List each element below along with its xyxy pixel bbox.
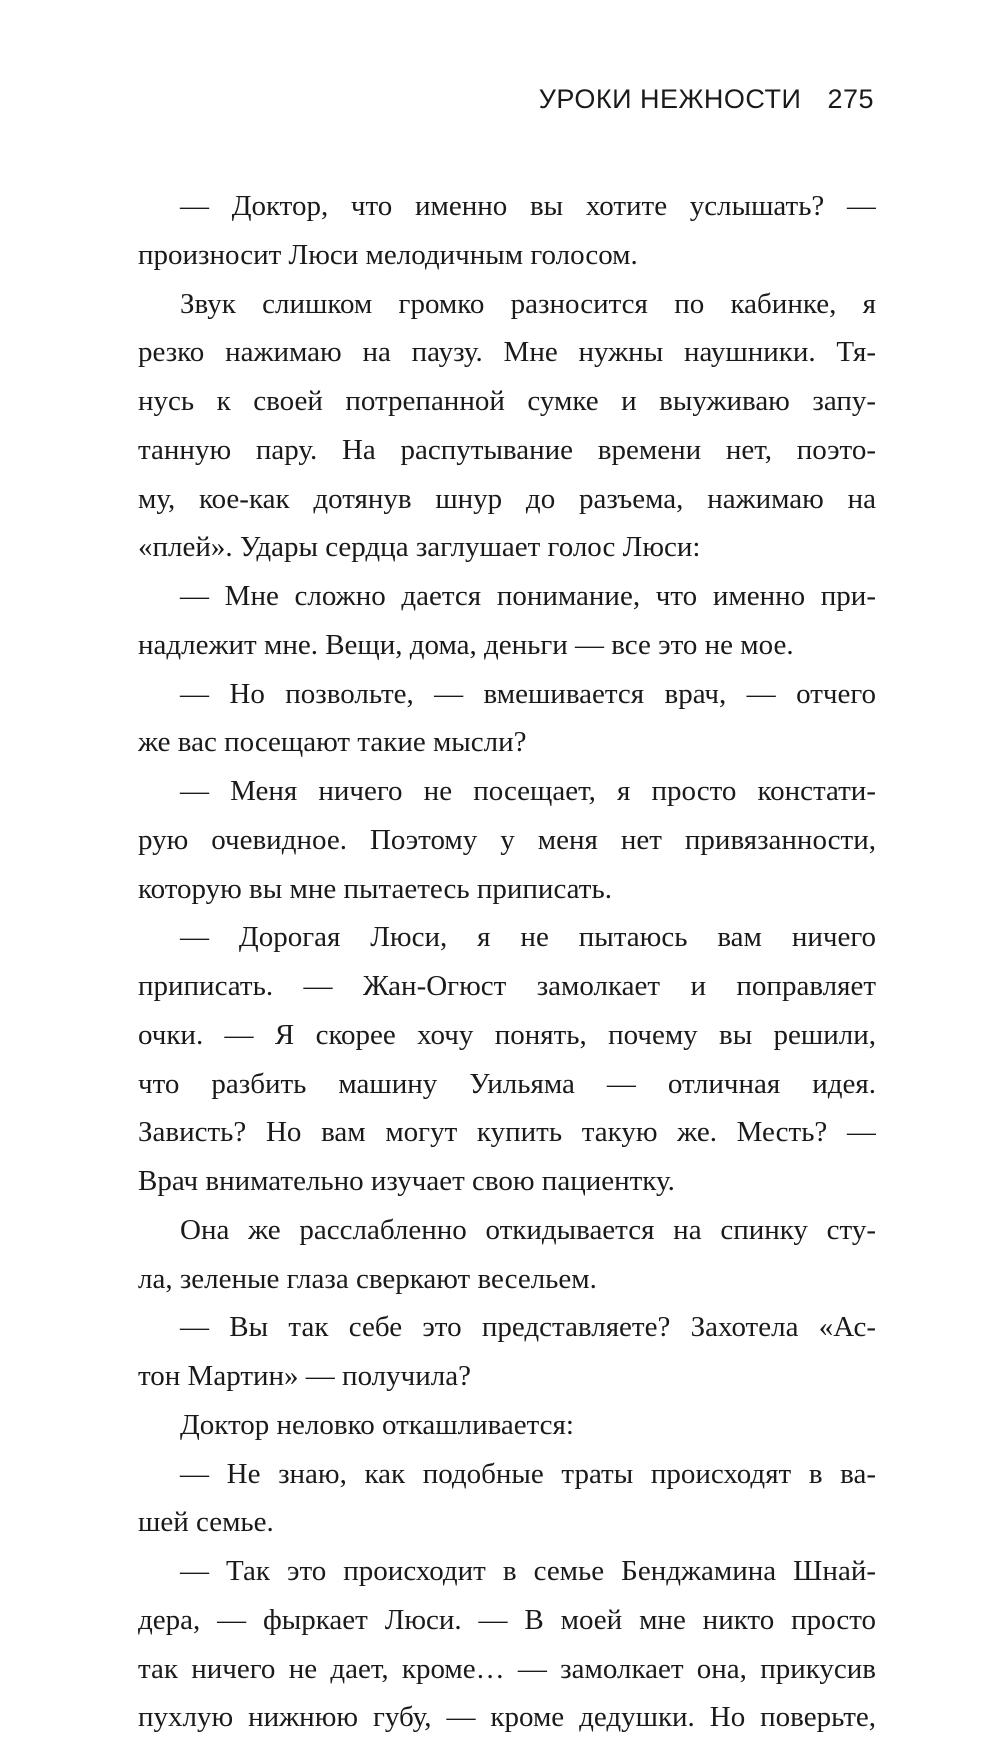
- text-line: му, кое-как дотянув шнур до разъема, нажимаю на: [138, 482, 876, 515]
- page-body-text: [138, 182, 876, 1742]
- text-line: Врач внимательно изучает свою пациентку.: [138, 1165, 675, 1197]
- text-line: — Доктор, что именно вы хотите услышать? —: [180, 190, 876, 222]
- text-line: пухлую нижнюю губу, — кроме дедушки. Но поверьте,: [138, 1701, 876, 1734]
- text-line: очки. — Я скорее хочу понять, почему вы решили,: [138, 1018, 876, 1051]
- running-title: УРОКИ НЕЖНОСТИ: [538, 84, 802, 114]
- text-line: которую вы мне пытаетесь приписать.: [138, 872, 612, 905]
- text-line: Она же расслабленно откидывается на спинку сту-: [180, 1213, 876, 1246]
- text-line: надлежит мне. Вещи, дома, деньги — все это не мое.: [138, 628, 794, 661]
- text-line: — Так это происходит в семье Бенджамина Шнай-: [180, 1555, 876, 1587]
- text-line: «плей». Удары сердца заглушает голос Люси:: [138, 531, 701, 564]
- text-line: так ничего не дает, кроме… — замолкает она, прикусив: [138, 1652, 876, 1685]
- text-line: что разбить машину Уильяма — отличная идея.: [138, 1067, 876, 1100]
- text-line: — Дорогая Люси, я не пытаюсь вам ничего: [180, 921, 876, 954]
- text-line: рую очевидное. Поэтому у меня нет привязанности,: [138, 823, 876, 856]
- text-line: — Не знаю, как подобные траты происходят в ва-: [180, 1457, 876, 1490]
- text-line: — Мне сложно дается понимание, что именно при-: [180, 580, 876, 612]
- text-line: — Меня ничего не посещает, я просто констати-: [180, 775, 876, 807]
- text-line: шей семье.: [138, 1506, 274, 1539]
- text-line: резко нажимаю на паузу. Мне нужны наушники. Тя-: [138, 336, 876, 369]
- text-line: Звук слишком громко разносится по кабинке, я: [180, 287, 876, 320]
- text-line: Зависть? Но вам могут купить такую же. Месть? —: [138, 1116, 876, 1149]
- text-line: дера, — фыркает Люси. — В моей мне никто просто: [138, 1603, 876, 1636]
- text-line: Доктор неловко откашливается:: [180, 1408, 574, 1441]
- text-line: танную пару. На распутывание времени нет, поэто-: [138, 433, 876, 466]
- text-line: тон Мартин» — получила?: [138, 1360, 471, 1392]
- text-line: нусь к своей потрепанной сумке и выуживаю запу-: [138, 385, 876, 417]
- text-line: — Но позвольте, — вмешивается врач, — отчего: [180, 677, 876, 710]
- text-line: приписать. — Жан-Огюст замолкает и поправляет: [138, 970, 876, 1002]
- text-line: — Вы так себе это представляете? Захотела «Ас-: [180, 1311, 876, 1344]
- page-number: 275: [827, 84, 874, 114]
- text-line: ла, зеленые глаза сверкают весельем.: [138, 1262, 597, 1295]
- text-line: произносит Люси мелодичным голосом.: [138, 238, 638, 271]
- text-line: же вас посещают такие мысли?: [138, 726, 527, 759]
- running-head: [539, 84, 874, 115]
